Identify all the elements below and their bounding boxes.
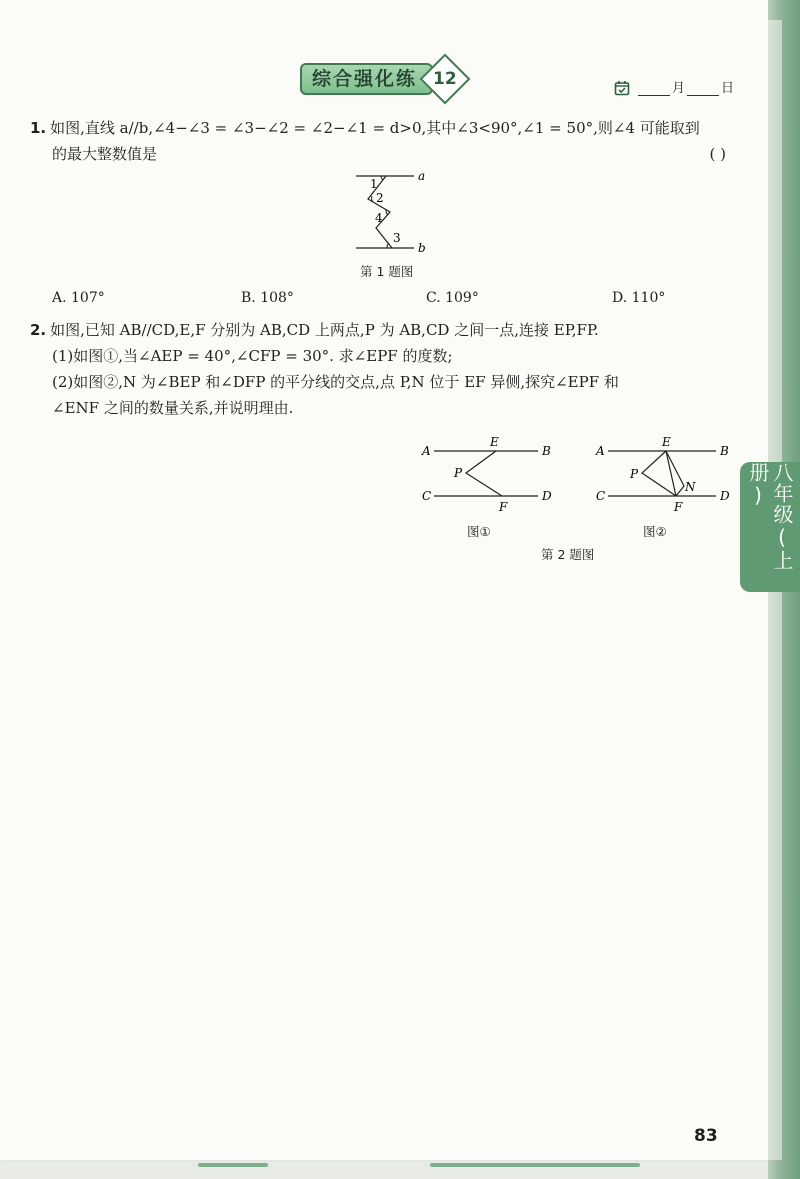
q1-options	[52, 290, 712, 312]
fig1-label-b: B	[542, 444, 551, 458]
question-1-line-1	[30, 115, 730, 141]
option-c[interactable]: C. 109°	[426, 290, 479, 306]
q1-figure-caption: 第 1 题图	[360, 264, 414, 279]
label-b: b	[418, 241, 426, 255]
fig2-label-c: C	[596, 489, 606, 503]
fig1-label-p: P	[454, 466, 463, 480]
fig2-caption: 图②	[643, 524, 667, 539]
question-2-part-1: (1)如图①,当∠AEP = 40°,∠CFP = 30°. 求∠EPF 的度数;	[52, 347, 453, 365]
bottom-decoration	[430, 1163, 640, 1167]
q2-figure-1	[418, 436, 564, 518]
question-1-line-2	[30, 141, 730, 167]
option-b[interactable]: B. 108°	[241, 290, 294, 306]
month-label: 月	[672, 81, 686, 96]
question-1-number: 1.	[30, 119, 47, 137]
fig2-label-p: P	[630, 467, 639, 481]
fig1-label-e: E	[490, 436, 499, 449]
bottom-decoration	[198, 1163, 268, 1167]
page-number: 83	[694, 1126, 718, 1146]
question-2-part-2-cont: ∠ENF 之间的数量关系,并说明理由.	[52, 399, 294, 417]
fig1-caption: 图①	[467, 524, 491, 539]
fig2-label-f: F	[674, 500, 683, 514]
calendar-check-icon	[614, 80, 630, 96]
fig2-label-e: E	[662, 436, 671, 449]
fig1-label-a: A	[422, 444, 431, 458]
question-1	[30, 115, 730, 167]
day-label: 日	[721, 81, 735, 96]
question-2	[30, 317, 730, 421]
angle-3-label: 3	[393, 231, 401, 245]
fig1-label-c: C	[422, 489, 432, 503]
q1-figure	[350, 166, 440, 258]
answer-parentheses[interactable]: ( )	[709, 145, 726, 163]
section-title-label: 综合强化练	[300, 63, 433, 95]
question-2-part-2: (2)如图②,N 为∠BEP 和∠DFP 的平分线的交点,点 P,N 位于 EF 异侧,探究∠EPF 和	[52, 373, 619, 391]
angle-1-label: 1	[370, 177, 378, 191]
month-blank[interactable]	[638, 81, 670, 96]
fig2-label-b: B	[720, 444, 729, 458]
fig1-label-d: D	[542, 489, 552, 503]
fig2-label-d: D	[720, 489, 730, 503]
label-a: a	[418, 169, 426, 183]
day-blank[interactable]	[687, 81, 719, 96]
q2-figure-caption: 第 2 题图	[541, 547, 595, 562]
option-d[interactable]: D. 110°	[612, 290, 666, 306]
fig2-label-n: N	[685, 480, 696, 494]
q2-figure-2	[592, 436, 738, 518]
question-2-number: 2.	[30, 321, 47, 339]
section-number: 12	[433, 68, 457, 89]
angle-2-label: 2	[376, 191, 384, 205]
grade-side-tab: 八年级(上册)	[740, 462, 800, 592]
date-field	[614, 76, 734, 96]
question-1-text-1: 如图,直线 a//b,∠4−∠3 = ∠3−∠2 = ∠2−∠1 = d>0,其中∠3<90°,∠1 = 50°,则∠4 可能取到	[50, 119, 700, 137]
question-2-line-1	[30, 317, 730, 343]
question-1-text-2: 的最大整数值是	[52, 145, 158, 163]
section-title	[300, 62, 463, 96]
angle-4-label: 4	[375, 211, 383, 225]
fig1-label-f: F	[499, 500, 508, 514]
question-2-text-1: 如图,已知 AB//CD,E,F 分别为 AB,CD 上两点,P 为 AB,CD 之间一点,连接 EP,FP.	[50, 321, 599, 339]
option-a[interactable]: A. 107°	[52, 290, 105, 306]
fig2-label-a: A	[596, 444, 605, 458]
